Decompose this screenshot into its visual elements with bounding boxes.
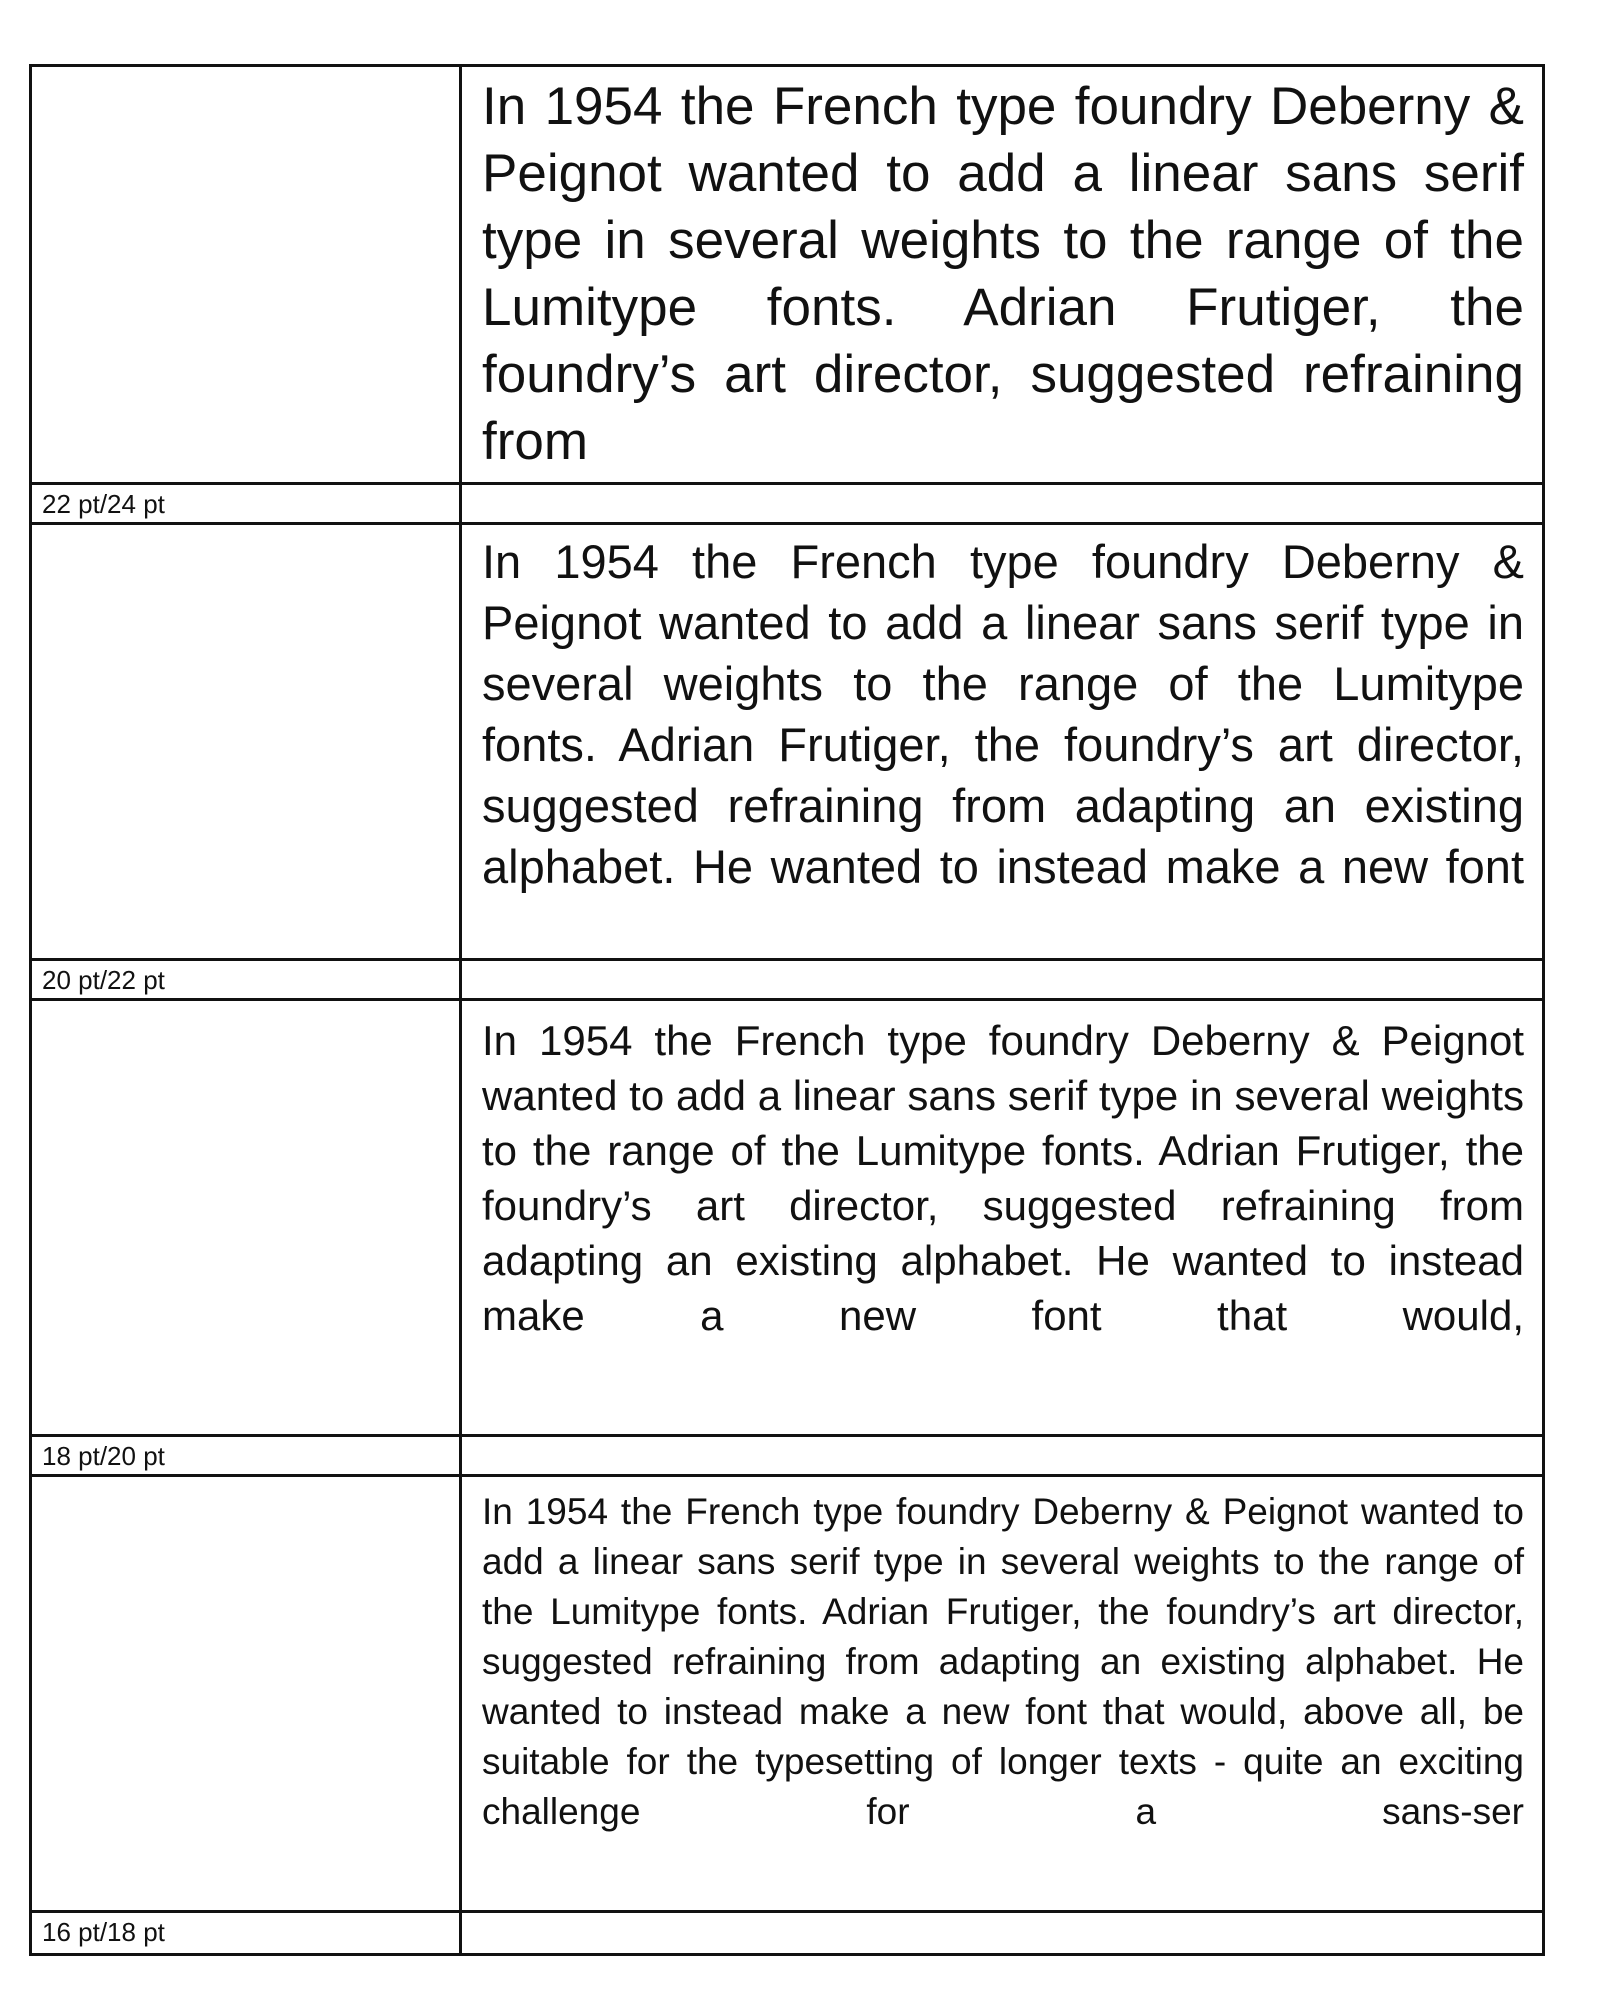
sample-16pt-blank-cell [32,1477,462,1913]
sample-20pt-text: In 1954 the French type foundry Deberny & Peignot wanted to add a linear sans serif type in several weights to the range of the Lumitype fonts. Adrian Frutiger, the foundry’s art director, suggested refraining from adapting an existing alphabet. He wanted to instead make a new font [462,525,1542,961]
sample-16pt-text: In 1954 the French type foundry Deberny & Peignot wanted to add a linear sans serif type in several weights to the range of the Lumitype fonts. Adrian Frutiger, the foundry’s art director, suggested refraining from adapting an existing alphabet. He wanted to instead make a new font that would, above all, be suitable for the typesetting of longer texts - quite an exciting challenge for a sans-ser [462,1477,1542,1913]
size-label-18pt: 18 pt/20 pt [42,1441,165,1471]
size-label-20pt: 20 pt/22 pt [42,965,165,995]
sample-22pt-label-spacer [462,485,1542,525]
sample-22pt-text: In 1954 the French type foundry Deberny & Peignot wanted to add a linear sans serif type in several weights to the range of the Lumitype fonts. Adrian Frutiger, the foundry’s art director, suggested refraining from [462,67,1542,485]
sample-18pt-blank-cell [32,1001,462,1437]
sample-16pt-label-spacer [462,1913,1542,1953]
sample-20pt-label-spacer [462,961,1542,1001]
sample-20pt-label-cell [32,961,462,1001]
sample-18pt-text: In 1954 the French type foundry Deberny & Peignot wanted to add a linear sans serif type in several weights to the range of the Lumitype fonts. Adrian Frutiger, the foundry’s art director, suggested refraining from adapting an existing alphabet. He wanted to instead make a new font that would, [462,1001,1542,1437]
type-specimen-table [29,64,1545,1956]
sample-16pt-label-cell [32,1913,462,1953]
size-label-16pt: 16 pt/18 pt [42,1917,165,1947]
sample-18pt-label-spacer [462,1437,1542,1477]
sample-20pt-blank-cell [32,525,462,961]
sample-22pt-blank-cell [32,67,462,485]
sample-18pt-label-cell [32,1437,462,1477]
size-label-22pt: 22 pt/24 pt [42,489,165,519]
sample-22pt-label-cell [32,485,462,525]
